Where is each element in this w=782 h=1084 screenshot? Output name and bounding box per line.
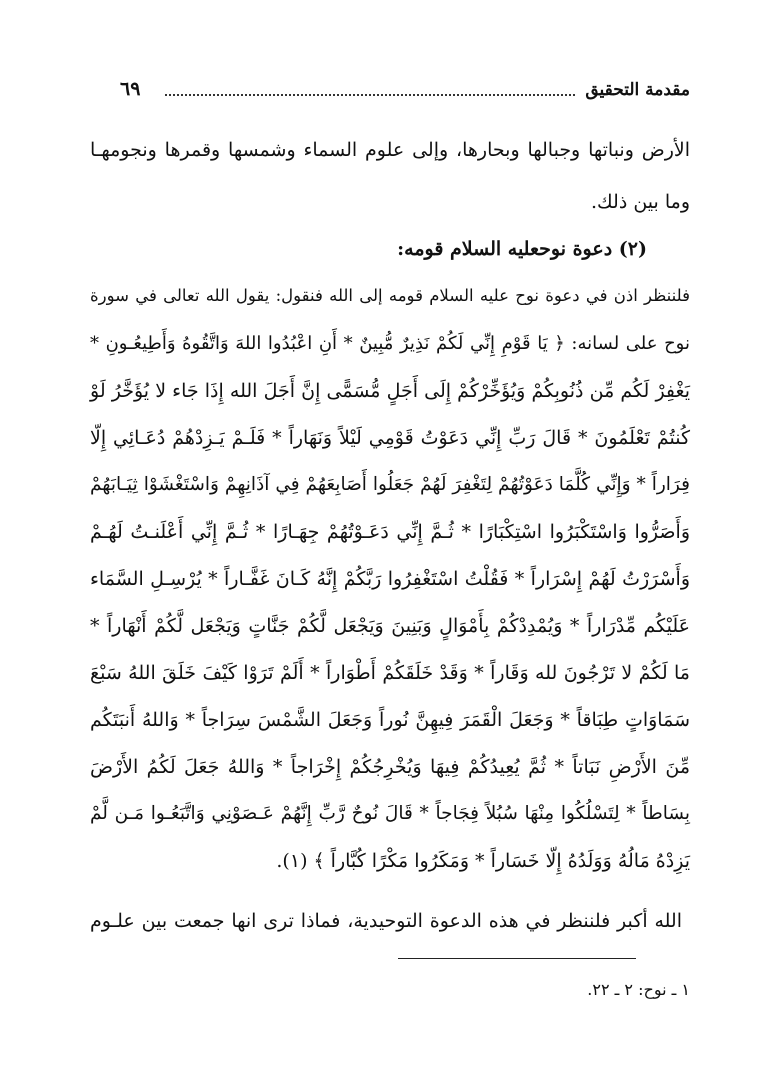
header-dot-leader — [165, 94, 575, 96]
text-line-final: الله أكبر فلننظر في هذه الدعوة التوحيدية، فماذا ترى انها جمعت بين علـوم — [90, 910, 682, 932]
footnote-divider — [398, 958, 636, 959]
quran-line-9: سَمَاوَاتٍ طِبَاقاً * وَجَعَلَ الْقَمَرَ فِيهِنَّ نُوراً وَجَعَلَ الشَّمْسَ سِرَاجاً * وَاللهُ أَنبَتَكُم — [90, 709, 690, 731]
quran-line-4: فِرَاراً * وَإِنِّي كُلَّمَا دَعَوْتُهُمْ لِتَغْفِرَ لَهُمْ جَعَلُوا أَصَابِعَهُمْ فِي آذَانِهِمْ وَاسْتَغْشَوْا ثِيَـابَهُمْ — [90, 474, 690, 495]
page-number: ٦٩ — [120, 78, 141, 100]
quran-line-8: مَا لَكُمْ لا تَرْجُونَ لله وَقَاراً * وَقَدْ خَلَقَكُمْ أَطْوَاراً * أَلَمْ تَرَوْا كَيْفَ خَلَقَ اللهُ سَبْعَ — [90, 662, 690, 684]
quran-line-1: نوح على لسانه: ﴿ يَا قَوْمِ إِنِّي لَكُمْ نَذِيرٌ مُّبِينٌ * أَنِ اعْبُدُوا اللهَ وَاتَّقُوهُ وَأَطِيعُـونِ * — [90, 333, 690, 354]
quran-line-12: يَزِدْهُ مَالُهُ وَوَلَدُهُ إِلّا خَسَاراً * وَمَكَرُوا مَكْرًا كُبَّاراً ﴾ (١). — [276, 850, 690, 872]
quran-line-3: كُنتُمْ تَعْلَمُونَ * قَالَ رَبِّ إِنِّي دَعَوْتُ قَوْمِي لَيْلاً وَنَهَاراً * فَلَـمْ يَـزِدْهُمْ دُعَـائِي إِلّا — [90, 427, 690, 449]
quran-line-6: وَأَسْرَرْتُ لَهُمْ إِسْرَاراً * فَقُلْتُ اسْتَغْفِرُوا رَبَّكُمْ إِنَّهُ كَـانَ غَفَّـاراً * يُرْسِـلِ السَّمَاء — [90, 568, 690, 590]
text-line-2: وما بين ذلك. — [590, 191, 690, 213]
running-header — [120, 78, 690, 108]
text-line-4: فلننظر اذن في دعوة نوح عليه السلام قومه إلى الله فنقول: يقول الله تعالى في سورة — [90, 286, 690, 305]
quran-line-10: مِّنَ الأَرْضِ نَبَاتاً * ثُمَّ يُعِيدُكُمْ فِيهَا وَيُخْرِجُكُمْ إِخْرَاجاً * وَاللهُ جَعَلَ لَكُمُ الأَرْضَ — [90, 756, 690, 778]
section-title: مقدمة التحقيق — [585, 80, 690, 100]
quran-line-11: بِسَاطاً * لِتَسْلُكُوا مِنْهَا سُبُلاً فِجَاجاً * قَالَ نُوحٌ رَّبِّ إِنَّهُمْ عَـصَوْنِي وَاتَّبَعُـوا مَـن لَّمْ — [90, 803, 690, 824]
quran-line-2: يَغْفِرْ لَكُم مِّن ذُنُوبِكُمْ وَيُؤَخِّرْكُمْ إِلَى أَجَلٍ مُّسَمًّى إِنَّ أَجَلَ الله إِذَا جَاء لا يُؤَخَّرُ لَوْ — [90, 380, 690, 402]
quran-line-7: عَلَيْكُم مِّدْرَاراً * وَيُمْدِدْكُمْ بِأَمْوَالٍ وَبَنِينَ وَيَجْعَل لَّكُمْ جَنَّاتٍ وَيَجْعَل لَّكُمْ أَنْهَاراً * — [90, 615, 690, 637]
section-heading: (٢) دعوة نوحعليه السلام قومه: — [397, 238, 647, 260]
text-line-1: الأرض ونباتها وجبالها وبحارها، وإلى علوم السماء وشمسها وقمرها ونجومهـا — [90, 139, 690, 161]
footnote: ١ ـ نوح: ٢ ـ ٢٢. — [587, 980, 690, 999]
quran-line-5: وَأَصَرُّوا وَاسْتَكْبَرُوا اسْتِكْبَارًا * ثُـمَّ إِنِّي دَعَـوْتُهُمْ جِهَـارًا * ثُـمَّ إِنِّي أَعْلَنـتُ لَهُـمْ — [90, 521, 690, 543]
